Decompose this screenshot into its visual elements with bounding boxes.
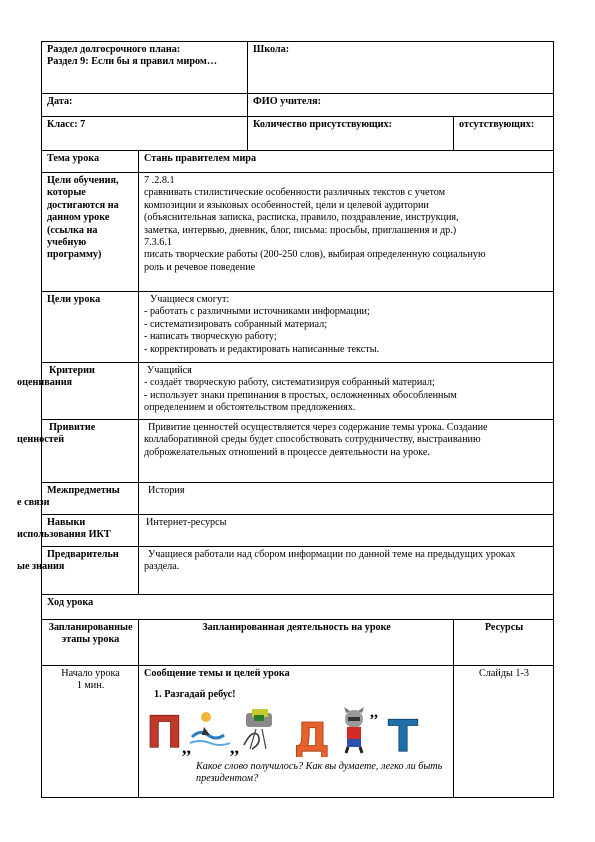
rebus-comma-2: ,,	[230, 736, 239, 757]
criteria-line: - использует знаки препинания в простых, осложненных обособленным	[144, 389, 457, 401]
date-cell	[42, 94, 248, 117]
rebus-picture	[144, 705, 449, 757]
objectives-line: 7.3.6.1	[144, 237, 173, 249]
activity-1-cell	[139, 666, 454, 798]
goals-cell	[139, 292, 554, 363]
rebus-letter-d: Д	[294, 714, 330, 757]
telephone-icon	[244, 709, 272, 749]
prior-label-cell	[17, 547, 139, 595]
objectives-line: заметка, интервью, дневник, блог, письма: просьбы, приглашения и др.)	[144, 224, 457, 236]
course-label: Ход урока	[47, 597, 94, 608]
section-cell	[42, 42, 248, 94]
class-label: Класс: 7	[47, 119, 86, 130]
values-label-cont: ценностей	[17, 434, 65, 446]
stages-header: Запланированные этапы урока	[48, 622, 133, 646]
task-1: 1. Разгадай ребус!	[154, 689, 236, 701]
rebus-comma-3: ,,	[370, 704, 378, 721]
objectives-line: (объяснительная записка, расписка, правило, поздравление, инструкция,	[144, 212, 459, 224]
prior-label: Предварительн	[47, 549, 119, 560]
date-label: Дата:	[47, 96, 73, 107]
criteria-line: Учащийся	[147, 365, 192, 376]
objectives-label: Цели обучения, которые достигаются на данном уроке (ссылка на учебную программу)	[47, 175, 119, 261]
school-cell	[248, 42, 554, 94]
criteria-cell	[139, 363, 554, 420]
cross-value: История	[148, 485, 185, 496]
stages-header-cell	[42, 620, 139, 666]
cross-cell	[139, 483, 554, 515]
teacher-cell	[248, 94, 554, 117]
objectives-line: роль и речевое поведение	[144, 261, 256, 273]
course-cell	[42, 595, 554, 620]
absent-cell	[454, 117, 554, 151]
topic-label-cell	[42, 151, 139, 173]
ict-cell	[139, 515, 554, 547]
objectives-label-cell	[42, 173, 139, 292]
ict-value: Интернет-ресурсы	[146, 517, 227, 528]
cross-label-cell	[17, 483, 139, 515]
ict-label-cell	[17, 515, 139, 547]
resources-1-cell	[454, 666, 554, 798]
stage-1-resources: Слайды 1-3	[479, 668, 530, 679]
rebus-comma-1: ,,	[182, 736, 191, 757]
stage-1-name: Начало урока	[61, 668, 120, 679]
teacher-label: ФИО учителя:	[253, 96, 322, 107]
objectives-cell	[139, 173, 554, 292]
activity-header: Запланированная деятельность на уроке	[202, 622, 391, 633]
goals-line: - систематизировать собранный материал;	[144, 318, 328, 330]
objectives-line: композиции и языковых особенностей, цели и целевой аудитории	[144, 199, 429, 211]
objectives-line: 7 .2.8.1	[144, 175, 175, 186]
values-text: Привитие ценностей осуществляется через содержание темы урока. Создание коллаборативной среды будет способствовать сотрудничеству, выстраиванию доброжелательных отношений в процессе деятельности на уроке.	[144, 422, 488, 458]
absent-label: отсутствующих:	[459, 119, 535, 130]
goals-line: Учащиеся смогут:	[150, 294, 230, 305]
prior-cell	[139, 547, 554, 595]
section-value: Раздел 9: Если бы я правил миром…	[47, 56, 218, 68]
section-label: Раздел долгосрочного плана:	[47, 44, 181, 55]
ict-label: Навыки	[47, 517, 86, 528]
stage-1-cell	[42, 666, 139, 798]
goals-label: Цели урока	[47, 294, 101, 305]
prior-text: Учащиеся работали над сбором информации по данной теме на предыдущих уроках раздела.	[144, 549, 516, 573]
values-label-cell	[17, 420, 139, 483]
objectives-line: сравнивать стилистические особенности различных текстов с учетом	[144, 187, 446, 199]
swimmer-icon	[190, 712, 230, 745]
rebus-svg	[144, 705, 444, 757]
cross-label: Межпредметны	[47, 485, 120, 496]
class-cell	[42, 117, 248, 151]
topic-value-cell	[139, 151, 554, 173]
criteria-label-cell	[17, 363, 139, 420]
topic-value: Стань правителем мира	[144, 153, 257, 164]
values-cell	[139, 420, 554, 483]
criteria-line: - создаёт творческую работу, систематизируя собранный материал;	[144, 377, 435, 389]
criteria-label-cont: оценивания	[17, 377, 73, 389]
goals-line: - написать творческую работу;	[144, 331, 277, 343]
lesson-plan-table	[17, 41, 554, 798]
raccoon-character-icon	[344, 707, 364, 753]
resources-header: Ресурсы	[484, 622, 524, 633]
rebus-question: Какое слово получилось? Как вы думаете, легко ли быть президентом?	[196, 760, 443, 785]
topic-label: Тема урока	[47, 153, 100, 164]
objectives-line: писать творческие работы (200-250 слов), выбирая определенную социальную	[144, 249, 486, 261]
stage-1-heading: Сообщение темы и целей урока	[144, 668, 290, 679]
present-cell	[248, 117, 454, 151]
rebus-letter-p: П	[146, 706, 183, 757]
activity-header-cell	[139, 620, 454, 666]
rebus-letter-t: Т	[388, 710, 419, 757]
stage-1-time: 1 мин.	[76, 680, 105, 692]
goals-label-cell	[42, 292, 139, 363]
resources-header-cell	[454, 620, 554, 666]
goals-line: - работать с различными источниками информации;	[144, 306, 370, 318]
values-label: Привитие	[49, 422, 96, 433]
school-label: Школа:	[253, 44, 290, 55]
goals-line: - корректировать и редактировать написанные тексты.	[144, 343, 380, 355]
prior-label-cont: ые знания	[17, 561, 65, 573]
present-label: Количество присутствующих:	[253, 119, 392, 130]
ict-label-cont: использования ИКТ	[17, 529, 111, 541]
cross-label-cont: е связи	[17, 497, 50, 509]
criteria-label: Критерии	[49, 365, 95, 376]
criteria-line: определением и обстоятельством предложениях.	[144, 402, 356, 414]
